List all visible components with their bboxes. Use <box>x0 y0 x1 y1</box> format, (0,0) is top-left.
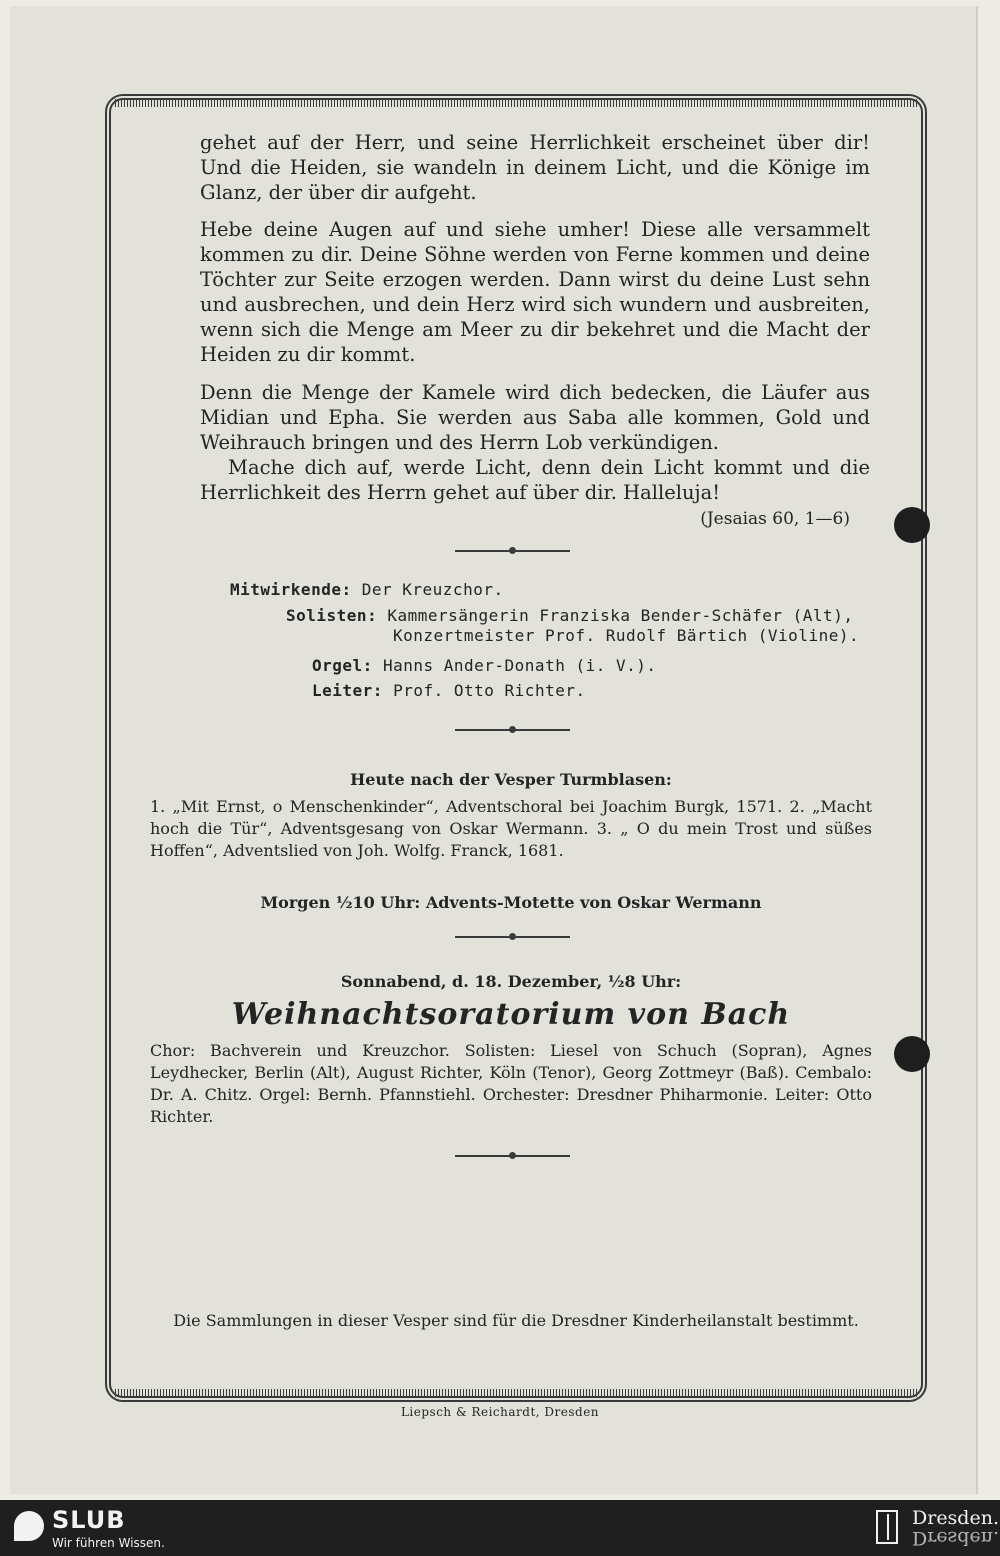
slub-tagline: Wir führen Wissen. <box>52 1536 165 1550</box>
orgel-row <box>312 656 657 675</box>
mitwirkende-value: Der Kreuzchor. <box>361 580 504 599</box>
slub-brand[interactable]: SLUB <box>52 1506 126 1534</box>
leiter-label: Leiter: <box>312 681 383 700</box>
morgen-motette: Morgen ½10 Uhr: Advents-Motette von Oskar Wermann <box>260 893 762 912</box>
sammlung-note: Die Sammlungen in dieser Vesper sind für die Dresdner Kinderheilanstalt bestimmt. <box>173 1311 859 1330</box>
dresden-logo-text: Dresden. <box>912 1507 999 1529</box>
oratorium-details: Chor: Bachverein und Kreuzchor. Solisten: Liesel von Schuch (Sopran), Agnes Leydhecker, Berlin (Alt), August Richter, Köln (Tenor), Georg Zottmeyr (Baß). Cembalo: Dr. A. Chitz. Orgel: Bernh. Pfannstiehl. Orchester: Dresdner Phiharmonie. Leiter: Otto Richter. <box>150 1041 872 1126</box>
solist-2: Konzertmeister Prof. Rudolf Bärtich (Violine). <box>393 626 860 645</box>
leiter-value: Prof. Otto Richter. <box>393 681 586 700</box>
punch-hole <box>894 1036 930 1072</box>
oratorium-title: Weihnachtsoratorium von Bach <box>231 997 791 1032</box>
solist-1: Kammersängerin Franziska Bender-Schäfer (Alt), <box>387 606 854 625</box>
slub-logo-icon[interactable] <box>14 1511 44 1541</box>
divider-ornament <box>455 1155 570 1157</box>
solisten-row <box>286 606 853 625</box>
orgel-value: Hanns Ander-Donath (i. V.). <box>382 656 657 675</box>
bible-reference: (Jesaias 60, 1—6) <box>700 509 850 529</box>
divider-ornament <box>455 936 570 938</box>
oratorium-date: Sonnabend, d. 18. Dezember, ½8 Uhr: <box>340 972 682 991</box>
leiter-row <box>312 681 586 700</box>
divider-ornament <box>455 729 570 731</box>
scripture-paragraph-2: Hebe deine Augen auf und siehe umher! Diese alle versammelt kommen zu dir. Deine Söhne werden von Ferne kommen und deine Töchter zur Seite erzogen werden. Dann wirst du deine Lust sehn und ausbrechen, und dein Herz wird sich wundern und ausbreiten, wenn sich die Menge am Meer zu dir bekehret und die Macht der Heiden zu dir kommt. <box>200 218 870 366</box>
printer-imprint: Liepsch & Reichardt, Dresden <box>400 1405 600 1419</box>
scripture-paragraph-3: Denn die Menge der Kamele wird dich bedecken, die Läufer aus Midian und Epha. Sie werden aus Saba alle kommen, Gold und Weihrauch bringen und des Herrn Lob verkündigen. <box>200 381 870 454</box>
mitwirkende-label: Mitwirkende: <box>230 580 352 599</box>
punch-hole <box>894 507 930 543</box>
divider-ornament <box>455 550 570 552</box>
dresden-logo-mirror: Dresden. <box>912 1527 999 1549</box>
scripture-paragraph-4: Mache dich auf, werde Licht, denn dein Licht kommt und die Herrlichkeit des Herrn gehet auf über dir. Halleluja! <box>200 456 870 504</box>
turmblasen-heading: Heute nach der Vesper Turmblasen: <box>350 770 672 789</box>
dresden-logo[interactable] <box>912 1508 999 1548</box>
mitwirkende-row <box>230 580 504 599</box>
solisten-label: Solisten: <box>286 606 378 625</box>
orgel-label: Orgel: <box>312 656 373 675</box>
scripture-paragraph-1: gehet auf der Herr, und seine Herrlichkeit erscheinet über dir! Und die Heiden, sie wandeln in deinem Licht, und die Könige im Glanz, der über dir aufgeht. <box>200 131 870 204</box>
turmblasen-program: 1. „Mit Ernst, o Menschenkinder“, Adventschoral bei Joachim Burgk, 1571. 2. „Macht hoch die Tür“, Adventsgesang von Oskar Wermann. 3. „ O du mein Trost und süßes Hoffen“, Adventslied von Joh. Wolfg. Franck, 1681. <box>150 797 872 860</box>
slub-footer-bar <box>0 1500 1000 1556</box>
dresden-crest-icon[interactable] <box>876 1510 898 1544</box>
